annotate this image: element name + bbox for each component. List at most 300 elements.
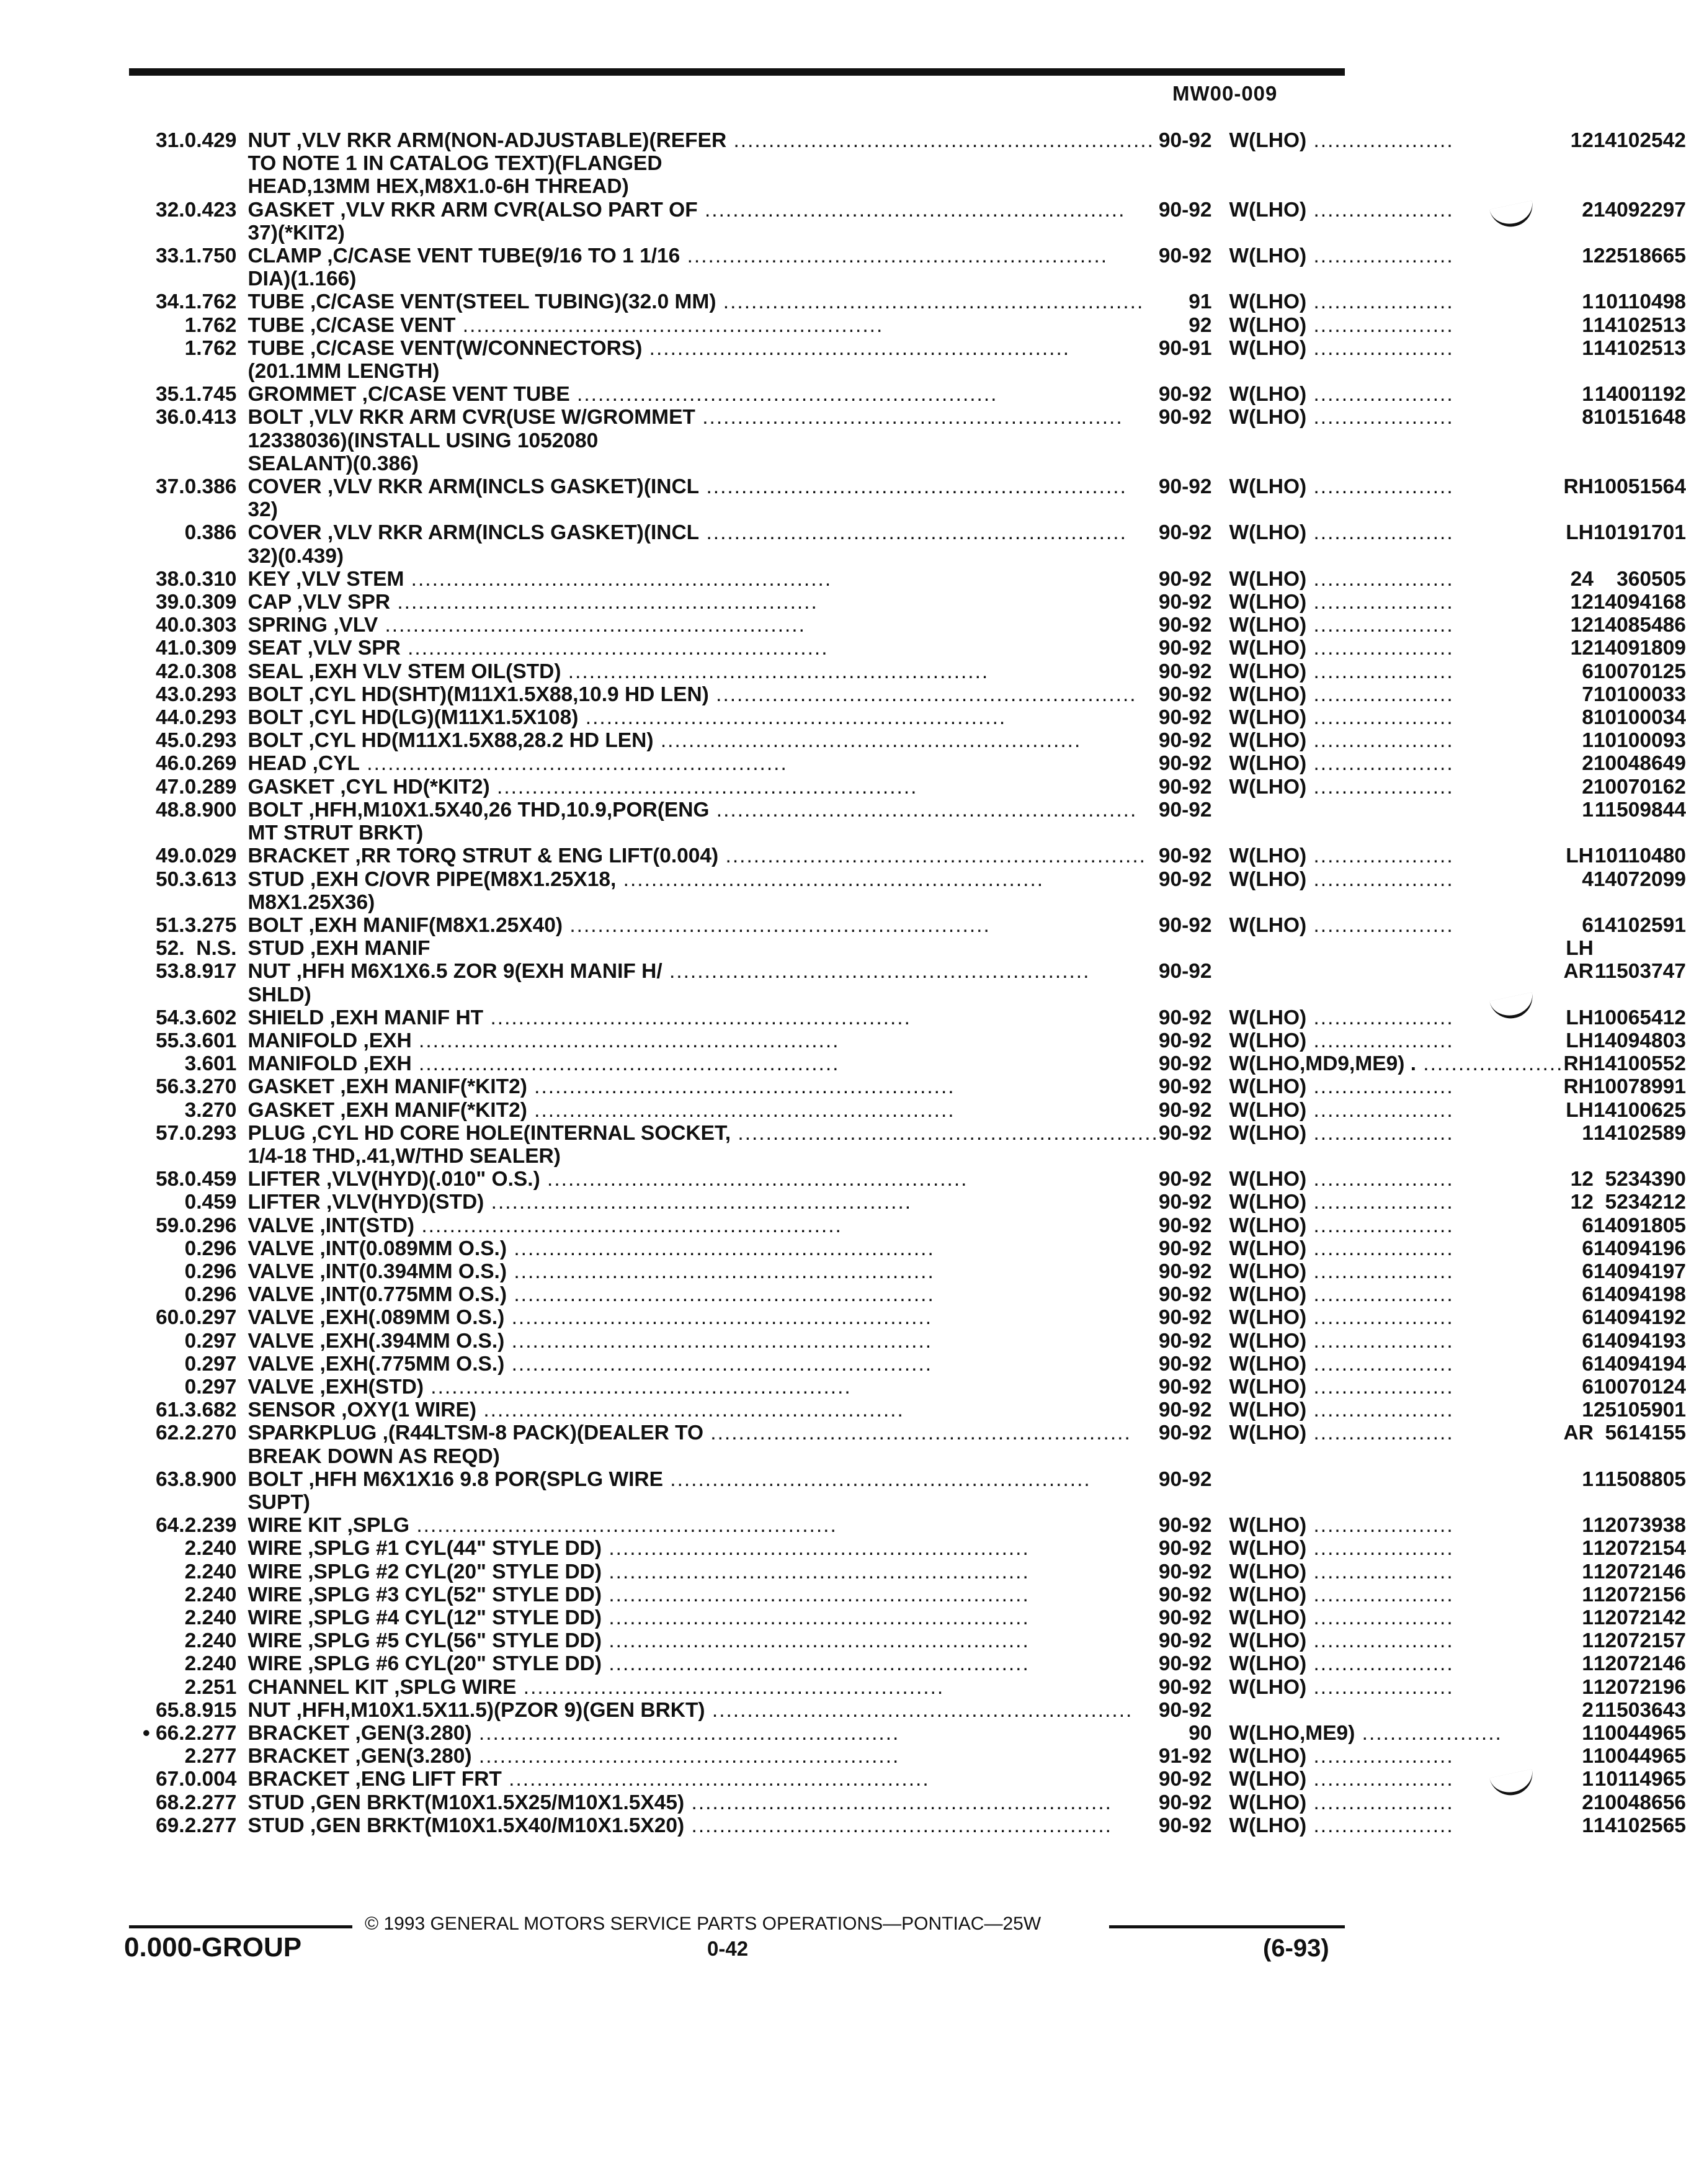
table-row xyxy=(143,1421,1686,1444)
part-number: 10070125 xyxy=(1593,660,1686,683)
model-years: 90-92 xyxy=(1158,1260,1212,1283)
engine-code: W(LHO) .................... xyxy=(1229,1814,1454,1837)
quantity: 1 xyxy=(1582,1768,1594,1791)
quantity: 1 xyxy=(1582,798,1594,821)
part-number xyxy=(1594,545,1686,568)
part-description: SUPT) xyxy=(248,1490,310,1514)
engine-code: W(LHO) .................... xyxy=(1229,637,1454,660)
leader-dots: ............................................................ xyxy=(602,1629,1030,1653)
page-ref: 0.296 xyxy=(184,1214,237,1237)
model-years: 90-92 xyxy=(1158,244,1212,268)
leader-dots: ............................................................ xyxy=(616,867,1045,891)
model-years: 90-92 xyxy=(1158,1768,1212,1791)
part-description: VALVE ,EXH(STD) ............................................................ xyxy=(248,1375,852,1399)
engine-code: W(LHO) .................... xyxy=(1229,1260,1454,1283)
part-number: 10114965 xyxy=(1594,1768,1686,1791)
part-number: 14091805 xyxy=(1593,1214,1686,1237)
model-years: 90-92 xyxy=(1158,1352,1212,1376)
page-ref: 0.303 xyxy=(184,614,237,637)
table-row xyxy=(143,1283,1686,1306)
page-ref: 0.459 xyxy=(184,1191,237,1214)
engine-code: W(LHO) .................... xyxy=(1229,313,1454,337)
leader-dots: .................... xyxy=(1306,1675,1454,1699)
part-description: BRACKET ,GEN(3.280) ............................................................ xyxy=(248,1745,900,1768)
quantity: 12 xyxy=(1570,614,1594,637)
part-number: 10051564 xyxy=(1593,475,1686,499)
table-row xyxy=(143,1606,1686,1629)
item-number: 46. xyxy=(156,752,185,776)
item-number: 36. xyxy=(156,406,185,429)
engine-code xyxy=(1218,1699,1564,1722)
part-description: BOLT ,CYL HD(SHT)(M11X1.5X88,10.9 HD LEN) ............................................................ xyxy=(248,682,1137,706)
item-number xyxy=(143,1445,185,1468)
leader-dots: .................... xyxy=(1306,129,1454,152)
item-number xyxy=(143,314,185,337)
part-description: 12338036)(INSTALL USING 1052080 xyxy=(248,429,599,452)
part-description: BOLT ,CYL HD(LG)(M11X1.5X108) ............................................................ xyxy=(248,706,1007,730)
item-number xyxy=(143,498,185,521)
table-row xyxy=(143,1214,1686,1237)
quantity xyxy=(1563,1491,1593,1514)
engine-code: W(LHO) .................... xyxy=(1229,775,1454,799)
part-number xyxy=(1594,1145,1686,1168)
engine-code: W(LHO) .................... xyxy=(1229,1583,1454,1606)
leader-dots: .................... xyxy=(1306,1768,1454,1791)
model-years: 90-92 xyxy=(1158,1306,1212,1330)
engine-code: W(LHO) .................... xyxy=(1229,244,1454,268)
leader-dots: ............................................................ xyxy=(602,1583,1030,1606)
leader-dots: .................... xyxy=(1306,614,1454,637)
table-row xyxy=(143,891,1686,914)
table-row xyxy=(143,267,1686,290)
engine-code: W(LHO) .................... xyxy=(1229,1399,1454,1422)
model-years: 90-92 xyxy=(1158,475,1212,499)
quantity: 2 xyxy=(1582,1791,1594,1814)
quantity: 1 xyxy=(1582,1652,1594,1676)
page-ref: 3.613 xyxy=(184,867,237,891)
page-ref: 0.293 xyxy=(184,682,237,706)
quantity: 1 xyxy=(1582,1675,1594,1699)
part-description: COVER ,VLV RKR ARM(INCLS GASKET)(INCL ............................................................ xyxy=(248,475,1127,499)
engine-code xyxy=(1218,429,1564,452)
leader-dots: .................... xyxy=(1306,913,1454,937)
part-number: 25105901 xyxy=(1593,1399,1686,1422)
leader-dots: .................... xyxy=(1306,1260,1454,1283)
page-ref: 0.386 xyxy=(184,475,237,499)
table-row xyxy=(143,1099,1686,1122)
part-number: 10044965 xyxy=(1593,1745,1686,1768)
model-years: 90-92 xyxy=(1158,1399,1212,1422)
item-number xyxy=(143,1537,185,1560)
model-years: 90-92 xyxy=(1158,129,1212,152)
engine-code: W(LHO) .................... xyxy=(1229,706,1454,730)
page-ref: 0.296 xyxy=(184,1237,237,1260)
leader-dots: .................... xyxy=(1306,682,1454,706)
item-number xyxy=(143,1145,185,1168)
leader-dots: ............................................................ xyxy=(501,1768,930,1791)
leader-dots: ............................................................ xyxy=(680,244,1108,268)
item-number: 41. xyxy=(156,637,185,660)
model-years: 90-92 xyxy=(1158,1329,1212,1353)
page-ref: 3.602 xyxy=(184,1006,237,1029)
leader-dots: ............................................................ xyxy=(642,336,1071,360)
part-number: 14102589 xyxy=(1593,1121,1686,1145)
leader-dots: ............................................................ xyxy=(563,913,991,937)
item-number xyxy=(143,1583,185,1606)
part-description: NUT ,HFH,M10X1.5X11.5)(PZOR 9)(GEN BRKT) ............................................................ xyxy=(248,1698,1133,1722)
part-description: NUT ,VLV RKR ARM(NON-ADJUSTABLE)(REFER ............................................................ xyxy=(248,129,1154,152)
table-row xyxy=(143,1168,1686,1191)
leader-dots: .................... xyxy=(1306,313,1454,337)
part-description: STUD ,GEN BRKT(M10X1.5X40/M10X1.5X20) ............................................................ xyxy=(248,1814,1112,1837)
quantity xyxy=(1563,498,1593,521)
page-ref: 8.915 xyxy=(184,1698,237,1722)
part-number: 14094198 xyxy=(1593,1283,1686,1307)
model-years xyxy=(1159,937,1218,960)
leader-dots: ............................................................ xyxy=(684,1814,1112,1837)
item-number: 42. xyxy=(156,660,185,683)
leader-dots: ............................................................ xyxy=(483,1006,911,1029)
quantity: LH xyxy=(1566,1029,1594,1052)
part-description: TUBE ,C/CASE VENT ............................................................ xyxy=(248,313,884,337)
table-row xyxy=(143,175,1686,198)
part-number: 12072142 xyxy=(1593,1606,1686,1629)
engine-code: W(LHO) .................... xyxy=(1229,383,1454,406)
footer-date: (6-93) xyxy=(1263,1935,1329,1962)
model-years: 90-92 xyxy=(1158,1629,1212,1653)
table-row xyxy=(143,1237,1686,1260)
part-description: BOLT ,HFH,M10X1.5X40,26 THD,10.9,POR(ENG ............................................................ xyxy=(248,798,1138,821)
quantity: 1 xyxy=(1582,336,1594,360)
part-description: DIA)(1.166) xyxy=(248,267,357,291)
table-row xyxy=(143,1353,1686,1376)
engine-code xyxy=(1218,799,1564,821)
item-number xyxy=(143,175,185,198)
item-number: 68. xyxy=(156,1791,185,1814)
table-row xyxy=(143,1652,1686,1675)
leader-dots: .................... xyxy=(1306,729,1454,753)
engine-code: W(LHO) .................... xyxy=(1229,1375,1454,1399)
table-row xyxy=(143,844,1686,867)
footer-rule-right xyxy=(1109,1925,1345,1928)
item-number xyxy=(143,452,185,475)
leader-dots: ............................................................ xyxy=(716,290,1144,314)
part-number xyxy=(1594,1445,1686,1468)
engine-code: W(LHO) .................... xyxy=(1229,1191,1454,1214)
part-description: VALVE ,INT(0.089MM O.S.) ............................................................ xyxy=(248,1237,935,1260)
part-description: WIRE ,SPLG #3 CYL(52" STYLE DD) ............................................................ xyxy=(248,1583,1030,1606)
leader-dots: .................... xyxy=(1306,867,1454,891)
leader-dots: ............................................................ xyxy=(540,1168,968,1191)
quantity: 2 xyxy=(1582,1698,1594,1722)
table-row xyxy=(143,821,1686,844)
part-number xyxy=(1594,1491,1686,1514)
leader-dots: .................... xyxy=(1306,1283,1454,1307)
part-number: 12073938 xyxy=(1593,1514,1686,1537)
model-years: 90-92 xyxy=(1158,775,1212,799)
table-row xyxy=(143,983,1686,1006)
quantity: 6 xyxy=(1582,1306,1594,1330)
part-number: 10065412 xyxy=(1593,1006,1686,1029)
part-number: 10048649 xyxy=(1593,752,1686,776)
part-number xyxy=(1594,360,1686,383)
item-number: 43. xyxy=(156,682,185,706)
part-description: BRACKET ,RR TORQ STRUT & ENG LIFT(0.004) ............................................................ xyxy=(248,844,1146,868)
model-years: 90-92 xyxy=(1158,1421,1212,1445)
leader-dots: .................... xyxy=(1306,290,1454,314)
leader-dots: ............................................................ xyxy=(527,1098,955,1122)
table-row xyxy=(143,1006,1686,1029)
model-years: 90-92 xyxy=(1158,1467,1212,1491)
model-years xyxy=(1159,983,1218,1006)
leader-dots: .................... xyxy=(1306,475,1454,499)
quantity: LH xyxy=(1566,937,1594,960)
part-description: WIRE ,SPLG #4 CYL(12" STYLE DD) ............................................................ xyxy=(248,1606,1030,1629)
engine-code xyxy=(1218,360,1564,383)
part-description: BOLT ,CYL HD(M11X1.5X88,28.2 HD LEN) ............................................................ xyxy=(248,729,1082,753)
engine-code: W(LHO) .................... xyxy=(1229,1560,1454,1583)
page-ref xyxy=(185,821,237,844)
page-ref: 1.762 xyxy=(184,290,237,314)
page-ref: N.S. xyxy=(196,937,237,960)
page-ref: 0.308 xyxy=(184,660,237,683)
engine-code: W(LHO) .................... xyxy=(1229,1006,1454,1029)
item-number: 38. xyxy=(156,567,185,591)
part-description: VALVE ,INT(STD) ............................................................ xyxy=(248,1214,842,1237)
quantity xyxy=(1563,545,1593,568)
leader-dots: ............................................................ xyxy=(409,1514,837,1537)
leader-dots: ............................................................ xyxy=(703,1421,1131,1445)
model-years: 90-92 xyxy=(1158,198,1212,222)
leader-dots: .................... xyxy=(1306,1652,1454,1676)
quantity: 6 xyxy=(1582,1260,1594,1283)
part-number: 12072196 xyxy=(1593,1675,1686,1699)
leader-dots: ............................................................ xyxy=(602,1537,1030,1560)
leader-dots: ............................................................ xyxy=(516,1675,945,1699)
page-ref: 0.309 xyxy=(184,591,237,614)
page-ref xyxy=(185,1145,237,1168)
leader-dots: ............................................................ xyxy=(602,1606,1030,1629)
leader-dots: ............................................................ xyxy=(697,198,1126,222)
part-number: 5614155 xyxy=(1605,1421,1686,1445)
table-row xyxy=(143,152,1686,175)
leader-dots: .................... xyxy=(1306,1629,1454,1653)
item-number: 44. xyxy=(156,706,185,730)
model-years: 90-92 xyxy=(1158,637,1212,660)
part-description: WIRE ,SPLG #6 CYL(20" STYLE DD) ............................................................ xyxy=(248,1652,1030,1676)
part-description: NUT ,HFH M6X1X6.5 ZOR 9(EXH MANIF H/ ............................................................ xyxy=(248,960,1091,983)
page-ref: 0.293 xyxy=(184,729,237,753)
item-number: 63. xyxy=(156,1467,185,1491)
leader-dots: .................... xyxy=(1306,1121,1454,1145)
page-ref: 0.310 xyxy=(184,567,237,591)
page-ref: 2.277 xyxy=(184,1791,237,1814)
model-years: 90-92 xyxy=(1158,706,1212,730)
part-description: MANIFOLD ,EXH ............................................................ xyxy=(248,1029,840,1052)
quantity: 6 xyxy=(1582,1283,1594,1307)
table-row xyxy=(143,1122,1686,1145)
item-number xyxy=(143,1353,185,1376)
leader-dots: .................... xyxy=(1306,567,1454,591)
table-row xyxy=(143,1514,1686,1537)
part-description: STUD ,EXH C/OVR PIPE(M8X1.25X18, ............................................................ xyxy=(248,867,1045,891)
table-row xyxy=(143,752,1686,775)
engine-code: W(LHO) .................... xyxy=(1229,1214,1454,1237)
model-years: 90-92 xyxy=(1158,752,1212,776)
page-ref: 3.601 xyxy=(184,1052,237,1076)
quantity: 12 xyxy=(1570,1168,1594,1191)
quantity: 1 xyxy=(1582,1745,1594,1768)
item-number: 67. xyxy=(156,1768,185,1791)
model-years: 90-92 xyxy=(1158,1583,1212,1606)
model-years xyxy=(1159,360,1218,383)
page-ref: 0.004 xyxy=(184,1768,237,1791)
model-years: 90-92 xyxy=(1158,660,1212,683)
part-number xyxy=(1594,821,1686,844)
page-ref: 8.900 xyxy=(184,798,237,821)
page-ref: 0.459 xyxy=(184,1168,237,1191)
table-row xyxy=(143,1445,1686,1468)
table-row xyxy=(143,1699,1686,1722)
leader-dots: ............................................................ xyxy=(360,752,788,776)
quantity: RH xyxy=(1563,1075,1594,1099)
leader-dots: ............................................................ xyxy=(726,129,1154,152)
part-number: 12072157 xyxy=(1593,1629,1686,1653)
leader-dots: .................... xyxy=(1306,1560,1454,1583)
engine-code: W(LHO) .................... xyxy=(1229,1791,1454,1814)
table-row xyxy=(143,660,1686,683)
item-number xyxy=(143,1676,185,1699)
quantity: 12 xyxy=(1570,637,1594,660)
item-number: 40. xyxy=(156,614,185,637)
quantity: 1 xyxy=(1582,1121,1594,1145)
leader-dots: ............................................................ xyxy=(404,567,832,591)
table-row xyxy=(143,1768,1686,1791)
leader-dots: .................... xyxy=(1306,198,1454,222)
model-years xyxy=(1159,545,1218,568)
parts-table-body xyxy=(143,129,1686,1837)
part-number: 14094196 xyxy=(1593,1237,1686,1260)
table-row xyxy=(143,1537,1686,1560)
item-number xyxy=(143,1629,185,1652)
quantity: 6 xyxy=(1582,913,1594,937)
leader-dots: .................... xyxy=(1306,1006,1454,1029)
leader-dots: ............................................................ xyxy=(718,844,1146,868)
page-ref: 0.297 xyxy=(184,1306,237,1330)
table-row xyxy=(143,868,1686,891)
part-number: 14102542 xyxy=(1593,129,1686,152)
model-years: 90-92 xyxy=(1158,1560,1212,1583)
quantity xyxy=(1563,429,1593,452)
part-description: SHLD) xyxy=(248,983,311,1006)
model-years: 90-92 xyxy=(1158,1537,1212,1560)
part-number: 10044965 xyxy=(1593,1722,1686,1745)
table-row xyxy=(143,337,1686,360)
item-number xyxy=(143,1376,185,1399)
leader-dots: ............................................................ xyxy=(507,1260,935,1283)
part-number: 12072146 xyxy=(1593,1652,1686,1676)
item-number: 47. xyxy=(156,775,185,799)
part-number xyxy=(1594,891,1686,914)
part-number: 5234212 xyxy=(1605,1191,1686,1214)
table-row xyxy=(143,1560,1686,1583)
leader-dots: ............................................................ xyxy=(569,383,998,406)
engine-code: W(LHO) .................... xyxy=(1229,1283,1454,1307)
model-years: 90-92 xyxy=(1158,1814,1212,1837)
part-description: LIFTER ,VLV(HYD)(.010" O.S.) ............................................................ xyxy=(248,1168,968,1191)
table-row xyxy=(143,1468,1686,1491)
engine-code: W(LHO) .................... xyxy=(1229,521,1454,545)
leader-dots: ............................................................ xyxy=(504,1306,933,1330)
leader-dots: .................... xyxy=(1306,1814,1454,1837)
part-number xyxy=(1594,429,1686,452)
quantity: 4 xyxy=(1582,867,1594,891)
page-ref: 0.429 xyxy=(184,129,237,152)
page-ref: 2.277 xyxy=(184,1722,237,1745)
model-years: 90-92 xyxy=(1158,1698,1212,1722)
item-number: 53. xyxy=(156,960,185,983)
item-number: 56. xyxy=(156,1075,185,1099)
part-number: 10151648 xyxy=(1593,406,1686,429)
part-description: SEAL ,EXH VLV STEM OIL(STD) ............................................................ xyxy=(248,660,989,683)
quantity xyxy=(1563,891,1593,914)
model-years: 90-92 xyxy=(1158,960,1212,983)
page-ref: 2.240 xyxy=(184,1583,237,1606)
part-number: 11503747 xyxy=(1594,960,1686,983)
table-row xyxy=(143,429,1686,452)
part-description: SEALANT)(0.386) xyxy=(248,452,419,475)
part-description: GROMMET ,C/CASE VENT TUBE ............................................................ xyxy=(248,383,998,406)
page-ref: 2.240 xyxy=(184,1537,237,1560)
leader-dots: .................... xyxy=(1306,1306,1454,1330)
part-description: SENSOR ,OXY(1 WIRE) ............................................................ xyxy=(248,1399,904,1422)
quantity: 1 xyxy=(1582,1606,1594,1629)
leader-dots: .................... xyxy=(1306,1191,1454,1214)
table-row xyxy=(143,591,1686,614)
footer-group: 0.000-GROUP xyxy=(124,1932,302,1962)
table-row xyxy=(143,1791,1686,1814)
table-row xyxy=(143,706,1686,729)
part-description: LIFTER ,VLV(HYD)(STD) ............................................................ xyxy=(248,1191,912,1214)
quantity: 6 xyxy=(1582,1375,1594,1399)
leader-dots: .................... xyxy=(1306,1745,1454,1768)
model-years xyxy=(1159,1491,1218,1514)
page-ref xyxy=(185,222,237,244)
table-row xyxy=(143,960,1686,983)
leader-dots: ............................................................ xyxy=(662,960,1091,983)
engine-code: W(LHO) .................... xyxy=(1229,867,1454,891)
page-ref: 2.270 xyxy=(184,1421,237,1445)
engine-code: W(LHO) .................... xyxy=(1229,336,1454,360)
page-ref xyxy=(185,983,237,1006)
leader-dots: ............................................................ xyxy=(653,729,1082,753)
leader-dots: ............................................................ xyxy=(504,1329,933,1353)
part-description: (201.1MM LENGTH) xyxy=(248,360,440,383)
quantity: 1 xyxy=(1582,1467,1594,1491)
model-years xyxy=(1159,1445,1218,1468)
item-number: 62. xyxy=(156,1421,185,1445)
part-number: 10070162 xyxy=(1593,775,1686,799)
part-description: 1/4-18 THD,.41,W/THD SEALER) xyxy=(248,1144,561,1168)
page-ref xyxy=(185,498,237,521)
page-ref xyxy=(185,545,237,568)
item-number xyxy=(143,152,185,175)
item-number: 39. xyxy=(156,591,185,614)
quantity: 1 xyxy=(1582,313,1594,337)
item-number xyxy=(143,1491,185,1514)
page-ref: 0.386 xyxy=(184,521,237,545)
leader-dots: ............................................................ xyxy=(684,1791,1112,1814)
